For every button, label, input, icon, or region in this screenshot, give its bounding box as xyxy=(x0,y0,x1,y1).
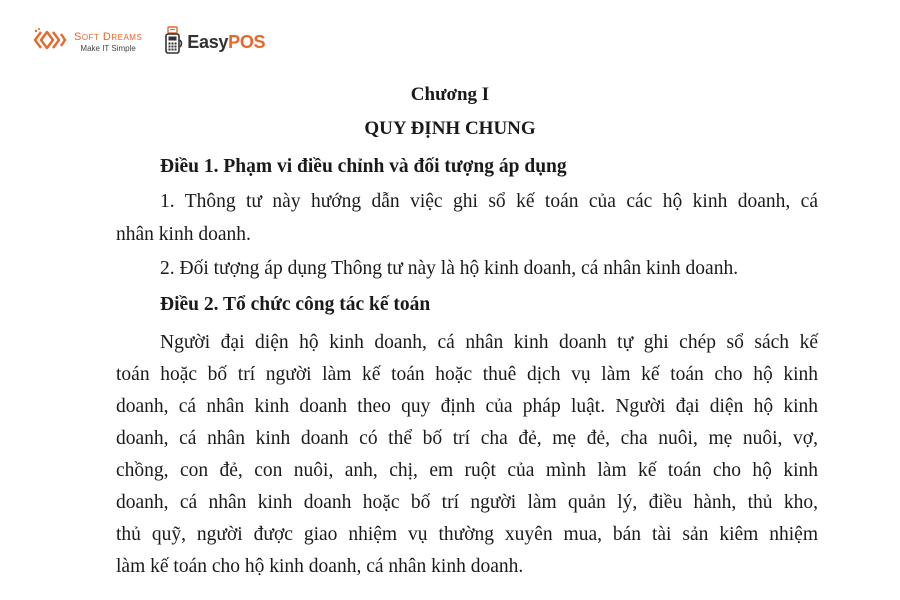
softdreams-name: Soft Dreams xyxy=(74,31,143,43)
article-2-line: thủ quỹ, người được giao nhiệm vụ thường xuyên mua, bán tài sản kiêm nhiệm xyxy=(116,524,818,545)
article-2-line: toán hoặc bố trí người làm kế toán hoặc thuê dịch vụ làm kế toán cho hộ kinh xyxy=(116,364,818,385)
easypos-pos: POS xyxy=(228,32,266,52)
header-logos xyxy=(32,26,265,59)
easypos-easy: Easy xyxy=(187,32,229,52)
article-2-line: doanh, cá nhân kinh doanh hoặc bố trí người làm quản lý, điều hành, thủ kho, xyxy=(116,492,818,513)
chapter-title: Chương I xyxy=(410,84,490,105)
article-2-line: Người đại diện hộ kinh doanh, cá nhân kinh doanh tự ghi chép sổ sách kế xyxy=(160,332,818,353)
easypos-logo xyxy=(164,26,265,59)
article-2-line: doanh, cá nhân kinh doanh theo quy định của pháp luật. Người đại diện hộ kinh xyxy=(116,396,818,417)
pos-terminal-icon xyxy=(164,26,184,59)
softdreams-logo xyxy=(32,27,142,58)
softdreams-tagline: Make IT Simple xyxy=(80,44,136,53)
article-2-line: chồng, con đẻ, con nuôi, anh, chị, em ruột của mình làm kế toán cho hộ kinh xyxy=(116,460,818,481)
easypos-wordmark xyxy=(187,32,265,53)
article-2-line: doanh, cá nhân kinh doanh có thể bố trí cha đẻ, mẹ đẻ, cha nuôi, mẹ nuôi, vợ, xyxy=(116,428,818,449)
chapter-subtitle: QUY ĐỊNH CHUNG xyxy=(364,118,536,139)
article-1-line: 2. Đối tượng áp dụng Thông tư này là hộ kinh doanh, cá nhân kinh doanh. xyxy=(160,258,739,279)
article-1-heading: Điều 1. Phạm vi điều chỉnh và đối tượng áp dụng xyxy=(160,156,567,177)
article-1-line: 1. Thông tư này hướng dẫn việc ghi sổ kế toán của các hộ kinh doanh, cá xyxy=(160,191,818,212)
softdreams-mark-icon xyxy=(32,27,68,58)
article-2-line: làm kế toán cho hộ kinh doanh, cá nhân kinh doanh. xyxy=(116,556,524,577)
article-2-heading: Điều 2. Tổ chức công tác kế toán xyxy=(160,294,431,315)
article-1-line: nhân kinh doanh. xyxy=(116,224,251,245)
